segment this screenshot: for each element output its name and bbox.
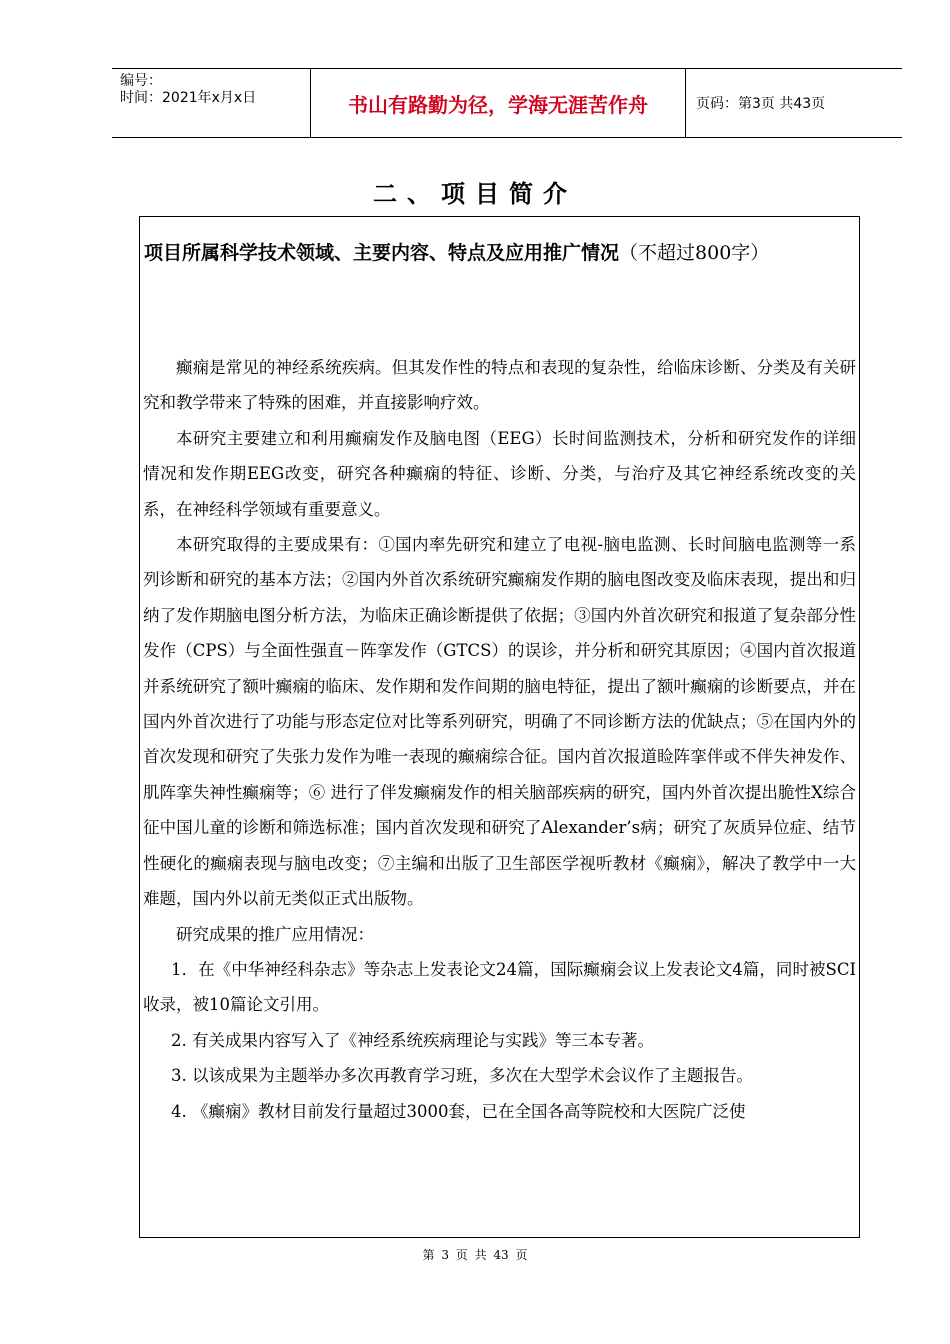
paragraph: 本研究取得的主要成果有：①国内率先研究和建立了电视-脑电监测、长时间脑电监测等一系列诊断和研究的基本方法；②国内外首次系统研究癫痫发作期的脑电图改变及临床表现，提出和归纳了发作期脑电图分析方法，为临床正确诊断提供了依据；③国内外首次研究和报道了复杂部分性发作（CPS）与全面性强直－阵挛发作（GTCS）的误诊，并分析和研究其原因；④国内首次报道并系统研究了额叶癫痫的临床、发作期和发作间期的脑电特征，提出了额叶癫痫的诊断要点，并在国内外首次进行了功能与形态定位对比等系列研究，明确了不同诊断方法的优缺点；⑤在国内外的首次发现和研究了失张力发作为唯一表现的癫痫综合征。国内首次报道睑阵挛伴或不伴失神发作、肌阵挛失神性癫痫等；⑥ 进行了伴发癫痫发作的相关脑部疾病的研究，国内外首次提出脆性X综合征中国儿童的诊断和筛选标准；国内首次发现和研究了Alexander’s病；研究了灰质异位症、结节性硬化的癫痫表现与脑电改变；⑦主编和出版了卫生部医学视听教材《癫痫》，解决了教学中一大难题，国内外以前无类似正式出版物。 [143, 535, 856, 909]
section-title: 二、项目简介 [373, 180, 577, 208]
header-time-label: 时间：2021年x月x日 [120, 90, 257, 106]
page-header [112, 68, 902, 138]
header-number-label: 编号： [120, 73, 162, 89]
summary-content [143, 350, 856, 1129]
list-item: 3. 以该成果为主题举办多次再教育学习班，多次在大型学术会议作了主题报告。 [171, 1066, 754, 1086]
paragraph: 研究成果的推广应用情况： [176, 924, 374, 944]
list-item: 1．在《中华神经科杂志》等杂志上发表论文24篇，国际癫痫会议上发表论文4篇，同时被SCI收录，被10篇论文引用。 [143, 959, 856, 1015]
paragraph: 癫痫是常见的神经系统疾病。但其发作性的特点和表现的复杂性，给临床诊断、分类及有关研究和教学带来了特殊的困难，并直接影响疗效。 [143, 358, 856, 413]
box-heading [140, 217, 859, 279]
header-motto: 书山有路勤为径，学海无涯苦作舟 [311, 69, 686, 137]
page-footer: 第 3 页 共 43 页 [422, 1248, 528, 1262]
list-item: 4. 《癫痫》教材目前发行量超过3000套，已在全国各高等院校和大医院广泛使 [171, 1101, 746, 1121]
project-summary-box [139, 216, 860, 1238]
paragraph: 本研究主要建立和利用癫痫发作及脑电图（EEG）长时间监测技术，分析和研究发作的详细情况和发作期EEG改变，研究各种癫痫的特征、诊断、分类，与治疗及其它神经系统改变的关系，在神经科学领域有重要意义。 [143, 428, 856, 519]
header-page-info: 页码：第3页 共43页 [696, 96, 826, 112]
list-item: 2. 有关成果内容写入了《神经系统疾病理论与实践》等三本专著。 [171, 1030, 655, 1050]
box-heading-bold: 项目所属科学技术领域、主要内容、特点及应用推广情况 [144, 242, 620, 264]
header-meta [112, 69, 311, 137]
box-heading-note: （不超过800字） [619, 242, 770, 264]
